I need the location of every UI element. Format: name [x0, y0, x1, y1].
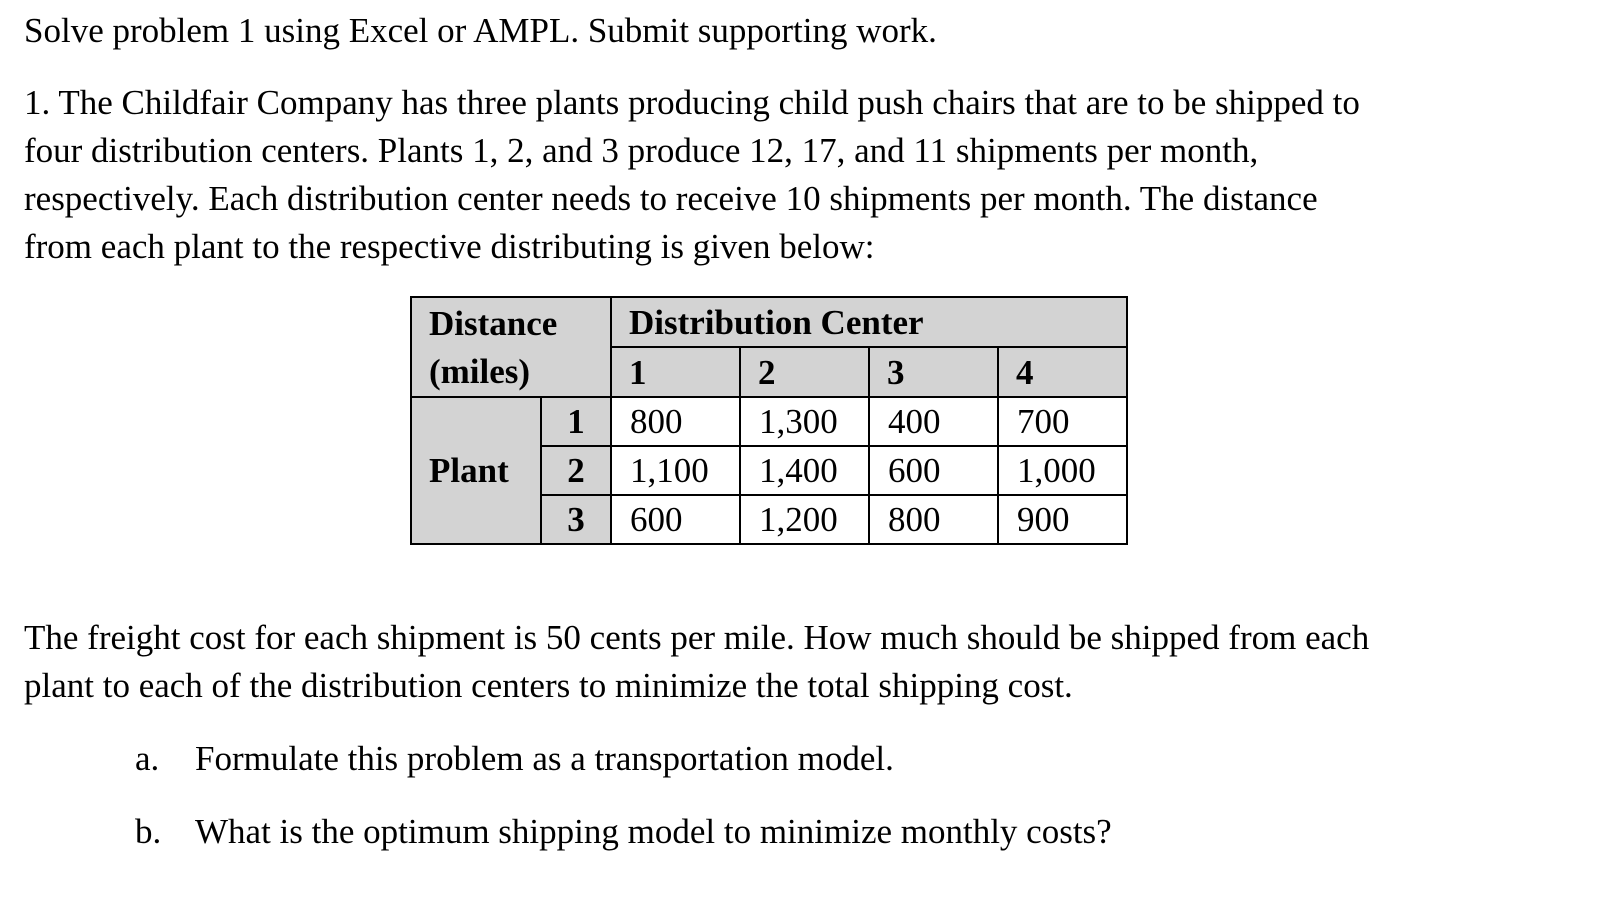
problem-paragraph [24, 79, 1360, 271]
problem-line: from each plant to the respective distributing is given below: [24, 227, 875, 266]
instruction-text: Solve problem 1 using Excel or AMPL. Submit supporting work. [24, 11, 937, 50]
distance-table [410, 296, 1128, 545]
distance-cell: 700 [998, 397, 1127, 446]
center-header: 1 [611, 347, 740, 397]
followup-line: plant to each of the distribution centers to minimize the total shipping cost. [24, 666, 1073, 705]
center-header: 2 [740, 347, 869, 397]
plant-number: 2 [541, 446, 611, 495]
problem-line: four distribution centers. Plants 1, 2, and 3 produce 12, 17, and 11 shipments per month, [24, 131, 1259, 170]
corner-label-distance: Distance [429, 304, 558, 343]
table-corner-header [411, 297, 611, 397]
question-marker: b. [135, 812, 162, 851]
problem-line: respectively. Each distribution center needs to receive 10 shipments per month. The distance [24, 179, 1318, 218]
distance-cell: 1,100 [611, 446, 740, 495]
question-item [135, 735, 894, 783]
question-marker: a. [135, 739, 160, 778]
distance-cell: 1,400 [740, 446, 869, 495]
followup-paragraph [24, 614, 1369, 710]
plant-number: 1 [541, 397, 611, 446]
center-header: 3 [869, 347, 998, 397]
distance-cell: 1,300 [740, 397, 869, 446]
question-text: Formulate this problem as a transportation model. [195, 739, 894, 778]
question-text: What is the optimum shipping model to minimize monthly costs? [195, 812, 1112, 851]
problem-line: 1. The Childfair Company has three plants producing child push chairs that are to be shipped to [24, 83, 1360, 122]
distance-cell: 400 [869, 397, 998, 446]
plant-number: 3 [541, 495, 611, 544]
distance-cell: 1,000 [998, 446, 1127, 495]
corner-label-miles: (miles) [429, 352, 531, 391]
distance-cell: 800 [611, 397, 740, 446]
distance-cell: 600 [611, 495, 740, 544]
center-header: 4 [998, 347, 1127, 397]
plant-row-header: Plant [411, 397, 541, 544]
question-item [135, 808, 1112, 856]
distribution-center-header: Distribution Center [611, 297, 1127, 347]
table-row [411, 397, 1127, 446]
distance-cell: 900 [998, 495, 1127, 544]
distance-cell: 800 [869, 495, 998, 544]
distance-cell: 600 [869, 446, 998, 495]
distance-cell: 1,200 [740, 495, 869, 544]
followup-line: The freight cost for each shipment is 50 cents per mile. How much should be shipped from each [24, 618, 1370, 657]
